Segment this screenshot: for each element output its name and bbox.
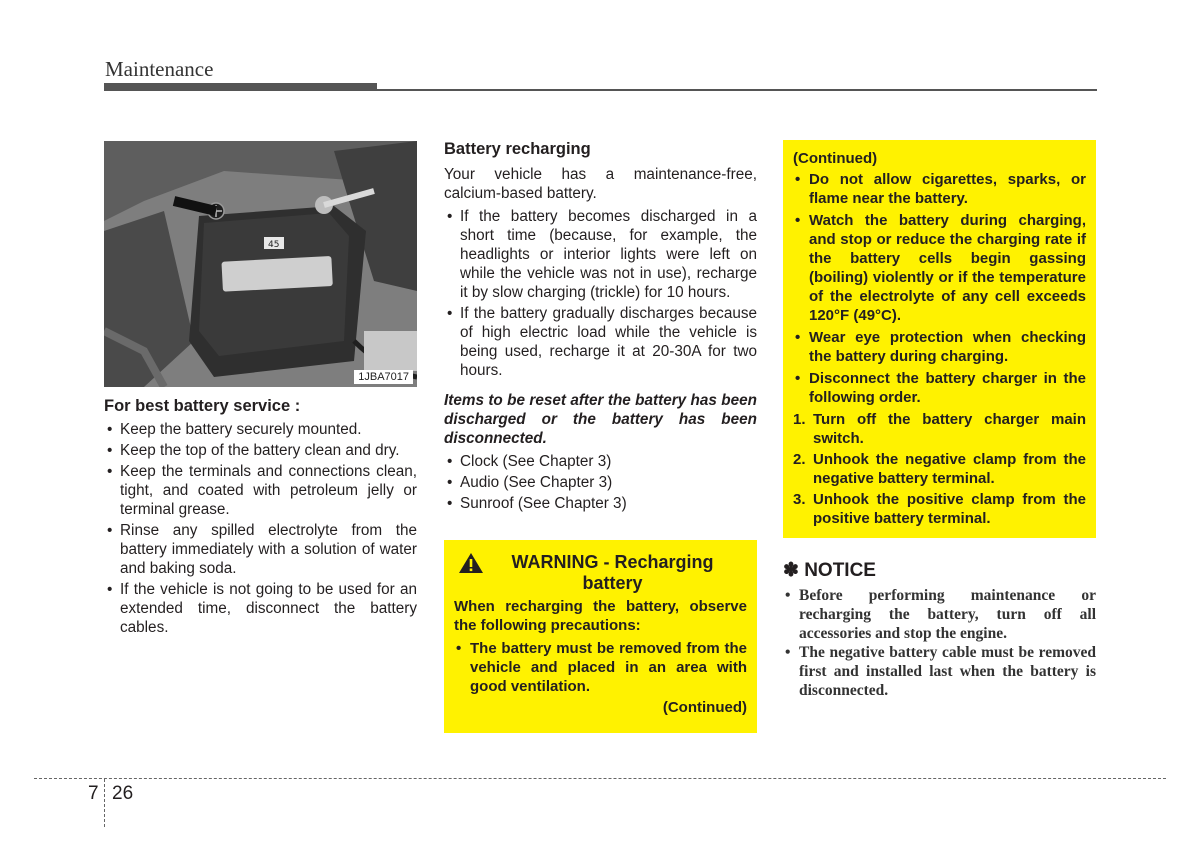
list-item: • Wear eye protection when checking the battery during charging. — [793, 328, 1086, 366]
notice-list — [783, 586, 1096, 700]
warning-box — [444, 540, 757, 733]
list-item: • If the vehicle is not going to be used for an extended time, disconnect the battery cables. — [104, 580, 417, 637]
notice-section — [783, 560, 1096, 700]
list-item: • If the battery becomes discharged in a short time (because, for example, the headlights or interior lights were left on while the vehicle was not in use), recharge it by slow charging (trickle) for 10 hours. — [444, 207, 757, 302]
recharging-intro: Your vehicle has a maintenance-free, calcium-based battery. — [444, 166, 757, 202]
warning-text: When recharging the battery, observe the following precautions: — [454, 598, 747, 634]
list-item: • The battery must be removed from the vehicle and placed in an area with good ventilation. — [454, 639, 747, 696]
continued-label: (Continued) — [793, 150, 878, 167]
footer-divider — [104, 779, 105, 827]
warning-title — [454, 552, 747, 594]
step-item: 1. Turn off the battery charger main switch. — [793, 411, 1086, 447]
warning-list — [454, 639, 747, 696]
list-item: • Sunroof (See Chapter 3) — [444, 494, 757, 513]
recharging-list — [444, 207, 757, 380]
warning-continued: (Continued) — [662, 699, 747, 716]
list-item: • Keep the battery securely mounted. — [104, 420, 417, 439]
reset-list — [444, 452, 757, 513]
reset-heading: Items to be reset after the battery has been discharged or the battery has been disconnected. — [444, 392, 757, 447]
list-item: • Keep the top of the battery clean and dry. — [104, 441, 417, 460]
recharging-title: Battery recharging — [444, 140, 591, 158]
left-column — [104, 141, 417, 639]
battery-capacity-label: 45 — [268, 240, 280, 250]
continued-warning-box — [783, 140, 1096, 538]
service-list — [104, 420, 417, 637]
warning-title-line1: WARNING - Recharging — [511, 552, 714, 572]
list-item: • Clock (See Chapter 3) — [444, 452, 757, 471]
middle-column — [444, 140, 757, 515]
list-item: • Keep the terminals and connections clean, tight, and coated with petroleum jelly or terminal grease. — [104, 462, 417, 519]
step-item: 2. Unhook the negative clamp from the negative battery terminal. — [793, 451, 1086, 487]
footer-rule — [34, 778, 1166, 779]
continued-list — [793, 170, 1086, 407]
charger-steps — [793, 410, 1086, 528]
list-item: • Do not allow cigarettes, sparks, or flame near the battery. — [793, 170, 1086, 208]
chapter-number: 7 — [88, 783, 99, 804]
list-item: • The negative battery cable must be removed first and installed last when the battery is disconnected. — [783, 643, 1096, 700]
header-rule — [104, 89, 1097, 91]
page-number: 26 — [112, 783, 134, 804]
warning-triangle-icon — [458, 552, 488, 594]
list-item: • Before performing maintenance or recharging the battery, turn off all accessories and stop the engine. — [783, 586, 1096, 643]
page-header-title: Maintenance — [105, 57, 214, 81]
battery-photo — [104, 141, 417, 387]
list-item: • If the battery gradually discharges because of high electric load while the vehicle is being used, recharge it at 20-30A for two hours. — [444, 304, 757, 380]
service-title: For best battery service : — [104, 397, 301, 415]
warning-title-line2: battery — [582, 573, 643, 593]
list-item: • Disconnect the battery charger in the following order. — [793, 369, 1086, 407]
photo-code: 1JBA7017 — [354, 370, 413, 384]
list-item: • Rinse any spilled electrolyte from the battery immediately with a solution of water and baking soda. — [104, 521, 417, 578]
step-item: 3. Unhook the positive clamp from the positive battery terminal. — [793, 491, 1086, 527]
list-item: • Audio (See Chapter 3) — [444, 473, 757, 492]
list-item: • Watch the battery during charging, and stop or reduce the charging rate if the battery cells begin gassing (boiling) violently or if the temperature of the electrolyte of any cell exceeds 120°F (49°C). — [793, 211, 1086, 325]
notice-title: ✽ NOTICE — [783, 560, 876, 581]
